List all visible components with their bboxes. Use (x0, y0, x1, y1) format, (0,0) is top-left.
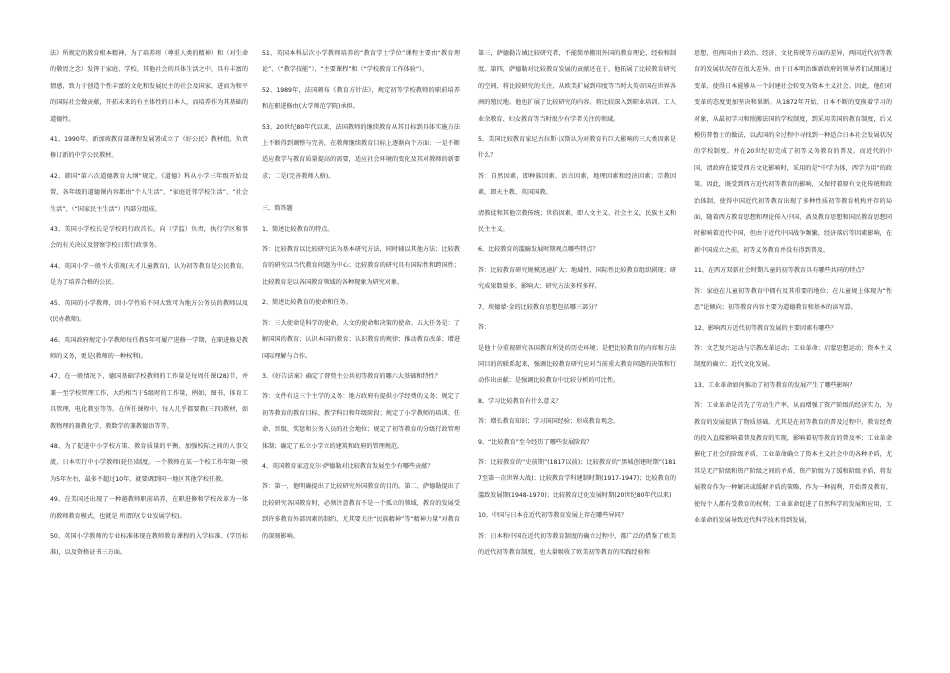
answer: 答：比较教育以比较研究法为基本研究方法，同时辅以其他方法；比较教育的研究以当代教育问题为中心；比较教育的研究具有国际性和跨国性；比较教育是以各国教育领域的各种现象为研究对象。 (262, 246, 460, 286)
answer: 答：增长教育知识；学习国国经验；形成教育观念。 (478, 418, 620, 426)
answer: 答：第一，他明确提出了比较研究外国教育的目的。第二，萨德勒提出了比较研究各国教育时，必须注意教育不是一个孤立的领域，教育的发展受到许多教育外部因素的制约，尤其要关注“民族精神”等“精神力量”对教育的深刻影响。 (262, 483, 460, 540)
question: 5、美国比较教育家尼古拉斯·汉斯认为对教育有巨大影响的三大类因素是什么？ (478, 136, 676, 160)
answer: 清教徒和其他宗教传统；世俗因素，即人文主义、社会主义，民族主义和民主主义。 (478, 209, 676, 234)
answer: 答：工业革命是首先了劳动生产率，从而增强了资产阶级的经济实力，为教育的发展提供了物质基础。尤其是在初等教育的普及过程中，教育经费的投入直接影响着普及教育的实现，影响着初等教育的普及率；工业革命催化了社会的阶级矛盾，工业革命确立了资本主义社会中的各种矛盾，尤其是无产阶级和资产阶级之间的矛盾，资产阶级为了缓和阶级矛盾，将发展教育作为一种解决或缓解矛盾的策略，作为一种福利，开始普及教育，使每个人都有受教育的权利；工业革命促进了自然科学的发展和应用，工业革命的发展导致近代科学技术得到发展， (694, 402, 892, 524)
question: 10、中国与日本在近代初等教育发展上存在哪些异同？ (478, 512, 627, 520)
paragraph: 43、美国小学校长是学校的行政首长，向（学监）负责，执行学区和事会的有关决议及督察学校日常行政事务。 (50, 226, 248, 250)
answer: 答：比较教育研究规模迅速扩大；地域性、国际性比较教育组织剧现；研究成果数量多、影响大；研究方法多样多样。 (478, 266, 676, 291)
question: 11、在西方双新社会时期儿童的初等教育具有哪些共同的特点？ (694, 267, 868, 275)
question: 9、“比较教育”至今经历了哪些发展阶段？ (478, 438, 593, 446)
text-column-1 (50, 46, 248, 562)
paragraph: 45、英国的小学教师，因小学性质不同大致可为地方公务员的教师以及(民办教师)。 (50, 299, 248, 324)
paragraph: 第三，萨德勒告诫比较研究者，不能简单搬用外国的教育理论，经验和制度。第四，萨德勒对比较教育发展的贡献还在于，他拓展了比较教育研究的空间，将比较研究的关注，从欧美扩展到印度等当时大英帝国在世界各洲的殖民地。他也扩展了比较研究的内容，将比较深入到职业培训、工人业余教育、妇女教育等当时很少有学者关注的领域。 (478, 50, 676, 123)
paragraph: 44、英国小学一般不大重视(天才儿童教育)，认为初等教育是公民教育，是为了培养合格的公民。 (50, 262, 248, 287)
answer: 答：三大使命是科学的使命，人文的使命和决策的使命。五大任务是：了解国国的教育；认识本国的教育；认识教育的规律；推动教育改革；增进国际理解与合作。 (262, 319, 460, 360)
paragraph: 50、英国小学教师的专业标准体现在教师教育课程的入学标准、(学历标准)，以及资格证书三方面。 (50, 532, 248, 557)
question: 6、比较教育的滥觞发展时期观点哪些特点？ (478, 246, 599, 254)
paragraph: 42、韩国“第六次道德教育大纲”规定，《道德》科从小学三年级开始设置，各年级的道德课内容都由“个人生活”、“家庭近邻学校生活”、“社会生活”、（“国家民主生活”）四部分组成。 (50, 172, 248, 213)
paragraph: 51、英国本科层次小学教师培养的“教育学士学位”课程主要由“教育理论”、（“教学技能”）、“主要课程”和（“学校教育工作体验”）。 (262, 50, 460, 74)
paragraph: 48、为了促进中小学校方策、教育质量的平衡，加强校际之间的人事交流，日本实行中小学教师(轮任)制度。一个教师在某一个校工作年限一般为5年左右，最多不超过10年，就要调到同一地区其他学校任教。 (50, 442, 248, 483)
answer: 答： (478, 324, 491, 332)
answer: 答：文件有这三个主学的义务：地方政府有提供小学经费的义务；规定了初等教育的教育目标、教学科目和年级阶段；规定了小学教师的培训、任命、晋级、奖惩和公务人员的社会地位；规定了初等教育的分级行政管理体制；确定了私立小学立的建筑和政府的管理规范。 (262, 393, 460, 450)
answer: 答：比较教育的“史前期”(1817以前)；比较教育的“黑城创建时期”(1817至第一次世界大战)；比较教育学科建制时期(1917-1947)；比较教育的滥致发展期(1948-1970)；比较教育迁化发展时期(20世纪80年代以来) (478, 458, 676, 499)
question: 1、简述比较教育的特点。 (262, 225, 334, 233)
section-heading: 三、简答题 (262, 205, 293, 213)
paragraph: 41、1990年，新加坡教育部课程发展署成立了《好公民》教材组，负责修订新的中学公民教材。 (50, 136, 248, 160)
text-column-4 (694, 46, 892, 529)
question: 13、工业革命如何推动了初等教育的发展产生了哪些影响？ (694, 381, 856, 389)
paragraph: 49、在美国还出现了一种越教师职前培养，在职进修和学校改革为一体的教师教育模式，也就是 所谓的(专业发展学校)。 (50, 496, 248, 520)
question: 12、影响西方近代初等教育发展的主要因素有哪些？ (694, 324, 837, 332)
answer: 答：自然因素，即种族因素、语言因素，地理因素和经济因素；宗教因素，即天主教、英国国教。 (478, 172, 676, 197)
question: 8、学习比较教育有什么意义？ (478, 397, 562, 405)
question: 3、《好告法案》确定了督势主公共初等教育的哪六大基础和特性？ (262, 372, 441, 380)
answer: 是他十分重视研究各国教育所处的历史环境；是把比较教育的内容和方法同目的的联系起来，强调比较教育研究应对当前重大教育问题的决策和行动作出贡献；是强调比较教育中比较分析的可比性。 (478, 344, 676, 385)
paragraph: 46、英国政府规定小学教师每任教5年可履产进修一学期，在职进修是教师的义务，更是(教师的一种权利)。 (50, 336, 248, 360)
question: 2、简述比较教育的使命和任务。 (262, 299, 352, 307)
paragraph: 思想，但两国由于政治、经济、文化传统等方面的差异，两国近代初等教育的发展状况存在很大差异。由于日本明治维新政府的领导者们试图通过变革，使得日本能够从一个封建社会转变为资本主义社会。因此，他们对变革的态度更加坚决和果断。从1872年开始，日本不断的变换着学习的对象，从最初学习和照搬法国的学校制度，到采用美国的教育制度，后又模仿普鲁士的做法，以武国的全过程中寻找到一种适合日本社会发展状况的学校制度。并在20世纪初完成了初等义务教育的普及。而近代的中国，清政府在接受西方文化影响时，采用的是“中学为体，西学为用”的政策。因此，既受到西方近代初等教育的影响，又保持着原有文化传统和政治体制，使得中国近代初等教育出现了多种性质初等教育机构并存的局面，随着西方教育思想和理论传入中国，斋及教育思想和国民教育思想同时影响着近代中国，但由于近代中国战争频繁，经济落后等因素影响，在新中国成立之前，初等义务教育并没有得到普及。 (694, 50, 892, 254)
text-column-3 (478, 46, 676, 561)
paragraph: 47、在一般情况下，德国基础学校教师的工作量是每周任课(28)节，并兼一至学校管理工作，大约相当于5级时的工作量，例如，图书，体育工具管理，电化教室等等。在所任课程中，每人几乎都要教(三四)教材，如教物理的兼教化学，教数学的兼教德语等等。 (50, 373, 248, 430)
answer: 答：家庭在儿童初等教育中拥有及其重要的地位；在儿童规上体现为“性恶”论倾向；初等教育内容主要为道德教育和基本的读写算。 (694, 287, 892, 312)
paragraph: 53、20世纪80年代以来，法国教师的继续教育从其目标到具体实施方法上不断得到调整与完善，在教师继续教育目标上逐渐向个方面：一是不断适应教学与教育质量提高的需要，适应社会环境的变化及其对教师的新要求；二是(完善教师人格)。 (262, 123, 460, 180)
answer: 答：日本和中国在近代初等教育制度的确立过程中，都广泛的借鉴了欧美的近代初等教育制度，也大量吸收了欧美初等教育的实践经验和 (478, 532, 676, 556)
text-column-2 (262, 46, 460, 545)
paragraph: 52、1989年，法国颁布《教育方针法》，规定初等学校教师的职前培养和在职进修由(大学师范学院)承担。 (262, 86, 460, 111)
question: 7、埃德蒙·金的比较教育思想包括哪三部分？ (478, 303, 601, 311)
paragraph: 法》所规定的教育根本精神，为了培养将（尊重人类的精神）和（对生命的敬畏之念）发挥于家庭、学校、其他社会的具体生活之中，具有丰富的情感，致力于创造个性丰富的文化和发展民主的社会及国家，进而为和平的国际社会做贡献，开拓未来的有主体性的日本人，而培养作为其基础的道德性。 (50, 50, 248, 123)
question: 4、英国教育家迈克尔·萨德勒对比较教育发展至少有哪些贡献？ (262, 462, 434, 470)
answer: 答：文艺复兴运动与宗教改革运动；工业革命；启蒙思想运动；资本主义制度的确立；近代文化发展。 (694, 344, 892, 369)
